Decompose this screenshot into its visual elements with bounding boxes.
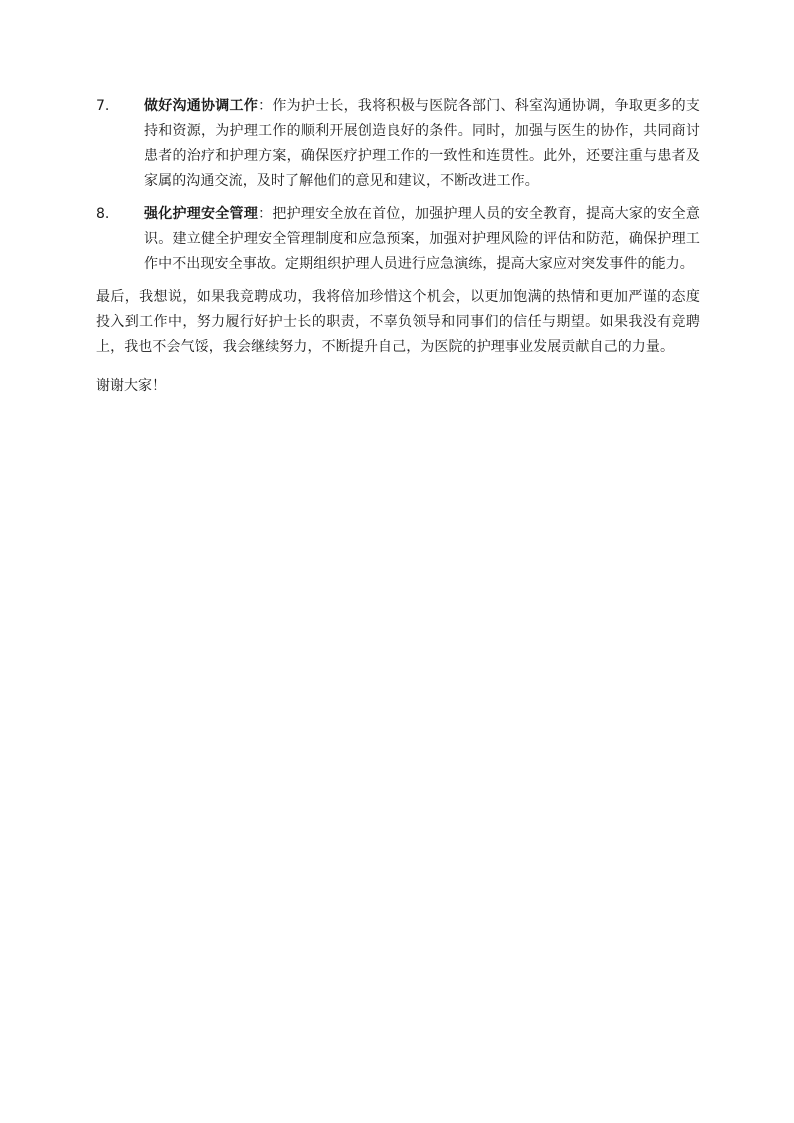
list-item-title: 做好沟通协调工作 (144, 98, 259, 114)
list-item-8 (96, 202, 700, 277)
list-number: 7. (96, 98, 110, 114)
list-item-title: 强化护理安全管理 (144, 206, 259, 222)
conclusion-paragraph: 最后，我想说，如果我竞聘成功，我将倍加珍惜这个机会，以更加饱满的热情和更加严谨的态度投入到工作中，努力履行好护士长的职责，不辜负领导和同事们的信任与期望。如果我没有竞聘上，我也不会气馁，我会继续努力，不断提升自己，为医院的护理事业发展贡献自己的力量。 (96, 289, 700, 355)
list-item-7 (96, 94, 700, 194)
list-item-text: ：作为护士长，我将积极与医院各部门、科室沟通协调，争取更多的支持和资源，为护理工作的顺利开展创造良好的条件。同时，加强与医生的协作，共同商讨患者的治疗和护理方案，确保医疗护理工作的一致性和连贯性。此外，还要注重与患者及家属的沟通交流，及时了解他们的意见和建议，不断改进工作。 (144, 98, 700, 189)
closing-line: 谢谢大家！ (96, 378, 166, 394)
document-content (96, 94, 700, 413)
list-number: 8. (96, 206, 110, 222)
list-item-body (144, 94, 700, 194)
list-item-text: ：把护理安全放在首位，加强护理人员的安全教育，提高大家的安全意识。建立健全护理安全管理制度和应急预案，加强对护理风险的评估和防范，确保护理工作中不出现安全事故。定期组织护理人员进行应急演练，提高大家应对突发事件的能力。 (144, 206, 700, 272)
list-item-body (144, 202, 700, 277)
